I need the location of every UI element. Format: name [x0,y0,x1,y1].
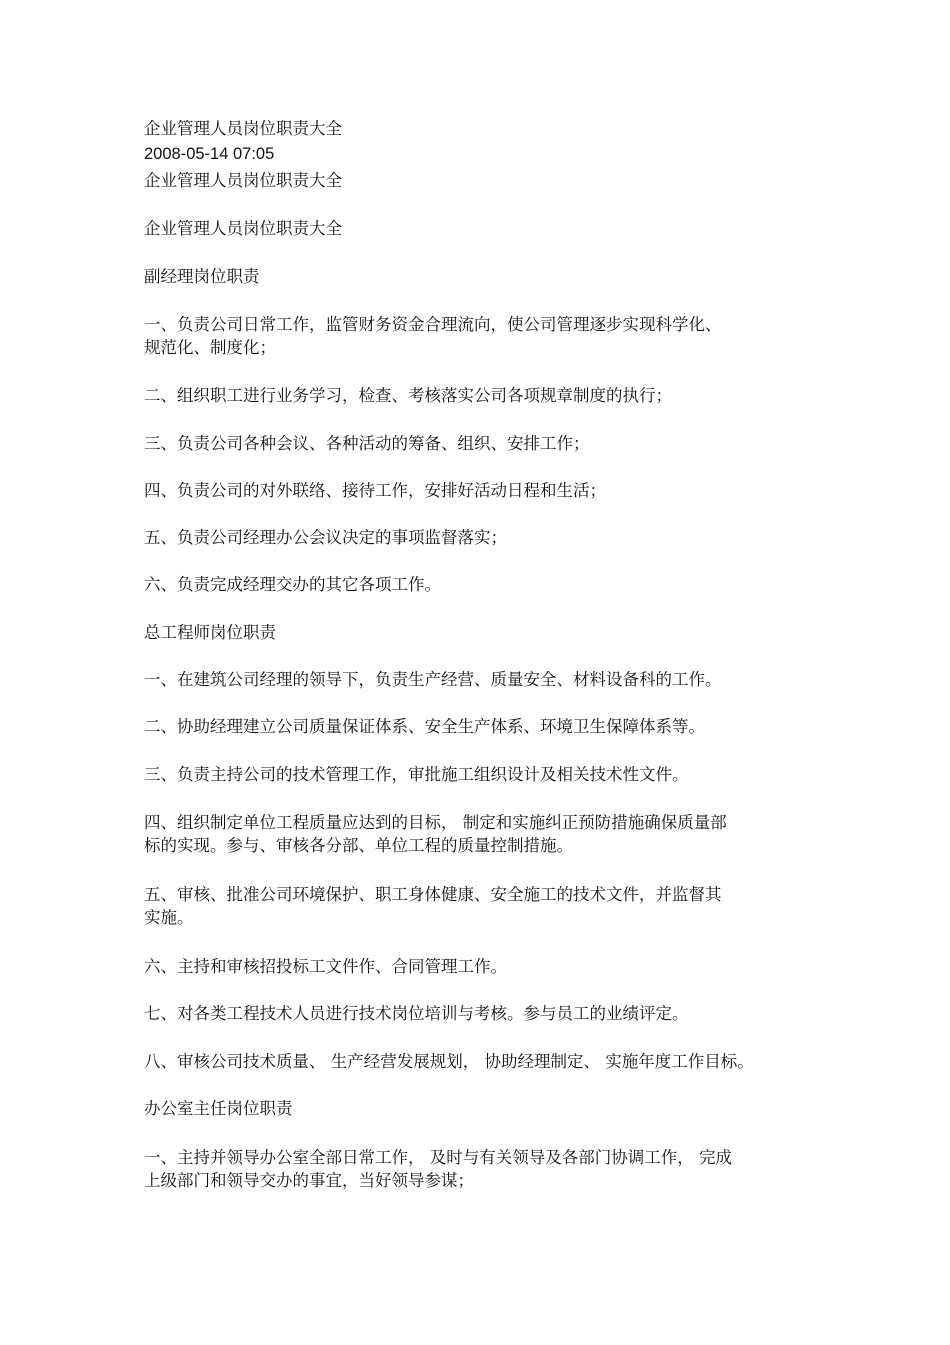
list-item-line: 一、主持并领导办公室全部日常工作， 及时与有关领导及各部门协调工作， 完成 [144,1148,732,1167]
list-item: 五、负责公司经理办公会议决定的事项监督落实； [144,528,507,547]
document-date: 2008-05-14 07:05 [144,145,275,163]
list-item: 一、在建筑公司经理的领导下，负责生产经营、质量安全、材料设备科的工作。 [144,670,722,689]
list-item: 四、负责公司的对外联络、接待工作，安排好活动日程和生活； [144,481,606,500]
list-item-line: 五、审核、批准公司环境保护、职工身体健康、安全施工的技术文件，并监督其 [144,885,722,904]
list-item-line: 上级部门和领导交办的事宜，当好领导参谋； [144,1171,474,1190]
document-subtitle: 企业管理人员岗位职责大全 [144,171,342,190]
list-item [144,313,722,359]
list-item-line: 规范化、制度化； [144,338,276,357]
list-item: 八、审核公司技术质量、 生产经营发展规划， 协助经理制定、 实施年度工作目标。 [144,1052,754,1071]
list-item [144,883,722,929]
list-item: 三、负责公司各种会议、各种活动的筹备、组织、安排工作； [144,434,590,453]
document-heading: 企业管理人员岗位职责大全 [144,219,342,238]
list-item-line: 实施。 [144,908,194,927]
list-item [144,811,727,857]
list-item-line: 一、负责公司日常工作，监管财务资金合理流向，使公司管理逐步实现科学化、 [144,315,722,334]
list-item: 二、协助经理建立公司质量保证体系、安全生产体系、环境卫生保障体系等。 [144,717,705,736]
list-item: 六、负责完成经理交办的其它各项工作。 [144,575,441,594]
section-heading: 总工程师岗位职责 [144,623,276,642]
list-item: 六、主持和审核招投标工文件作、合同管理工作。 [144,957,507,976]
list-item: 七、对各类工程技术人员进行技术岗位培训与考核。参与员工的业绩评定。 [144,1004,689,1023]
section-heading: 办公室主任岗位职责 [144,1099,293,1118]
document-title: 企业管理人员岗位职责大全 [144,119,342,138]
section-heading: 副经理岗位职责 [144,267,260,286]
list-item: 三、负责主持公司的技术管理工作，审批施工组织设计及相关技术性文件。 [144,765,689,784]
list-item-line: 标的实现。参与、审核各分部、单位工程的质量控制措施。 [144,836,573,855]
list-item-line: 四、组织制定单位工程质量应达到的目标， 制定和实施纠正预防措施确保质量部 [144,813,727,832]
list-item: 二、组织职工进行业务学习，检查、考核落实公司各项规章制度的执行； [144,386,672,405]
list-item [144,1146,732,1192]
